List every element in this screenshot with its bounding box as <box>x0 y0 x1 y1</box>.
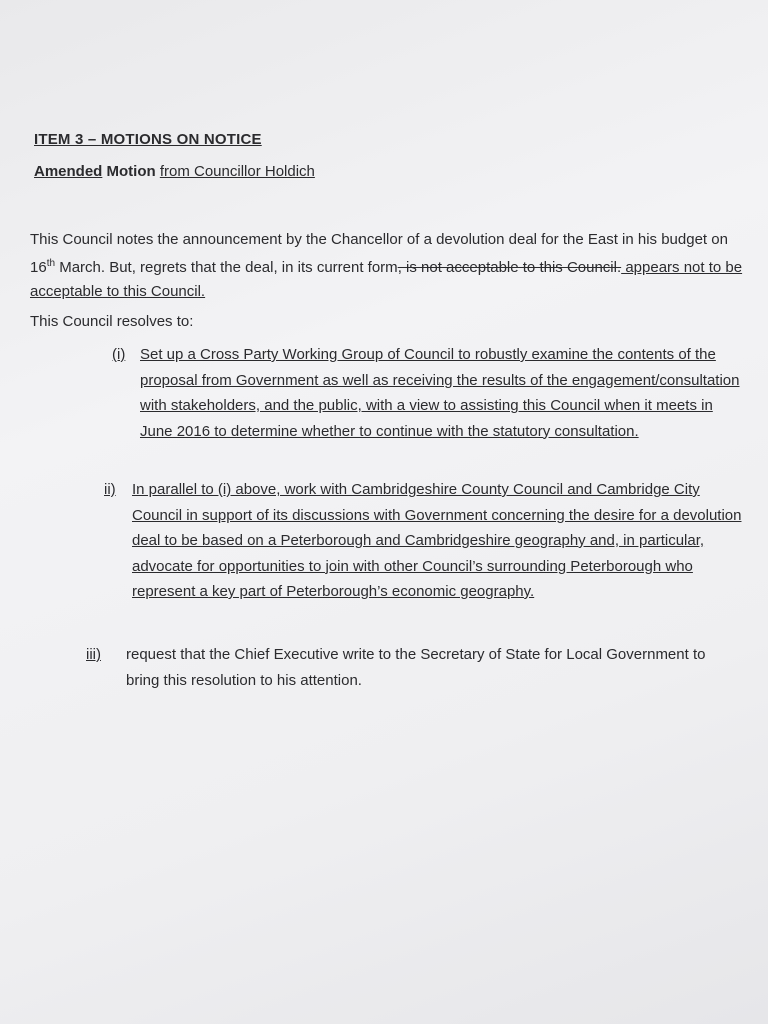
item-number: iii) <box>86 646 101 663</box>
item-text: In parallel to (i) above, work with Cambridgeshire County Council and Cambridge City Council in support of its discussions with Government concerning the desire for a devolution deal to be based on a Peterborough and Cambridgeshire geography and, in particular, advocate for opportunities to join with other Council’s surrounding Peterborough who represent a key part of Peterborough’s economic geography. <box>132 481 742 600</box>
paragraph-text-2: March. But, regrets that the deal, in its current form <box>55 259 398 276</box>
motion-subheading <box>34 163 315 180</box>
struck-text: , is not acceptable to this Council. <box>397 259 622 276</box>
resolution-item-3 <box>86 642 726 693</box>
amended-word: Amended <box>34 163 103 180</box>
item-heading: ITEM 3 – MOTIONS ON NOTICE <box>34 131 262 148</box>
from-councillor: from Councillor Holdich <box>159 163 315 180</box>
item-number: ii) <box>104 481 116 498</box>
inserted-text: appears not to be acceptable to this Council. <box>30 259 743 300</box>
motion-word: Motion <box>102 163 160 180</box>
paragraph-text-1: This Council notes the announcement by the Chancellor of a devolution deal for the East in his budget on 16 <box>30 231 728 276</box>
item-number: (i) <box>112 346 126 363</box>
ordinal-suffix: th <box>46 258 56 269</box>
item-text: Set up a Cross Party Working Group of Council to robustly examine the contents of the proposal from Government as well as receiving the results of the engagement/consultation with stakeholders, and the public, with a view to assisting this Council when it meets in June 2016 to determine whether to continue with the statutory consultation. <box>140 346 740 440</box>
resolution-item-1 <box>112 342 742 444</box>
resolves-label: This Council resolves to: <box>30 313 194 330</box>
notes-paragraph <box>30 228 750 304</box>
resolution-item-2 <box>104 477 744 605</box>
item-text: request that the Chief Executive write to the Secretary of State for Local Government to bring this resolution to his attention. <box>126 646 706 689</box>
